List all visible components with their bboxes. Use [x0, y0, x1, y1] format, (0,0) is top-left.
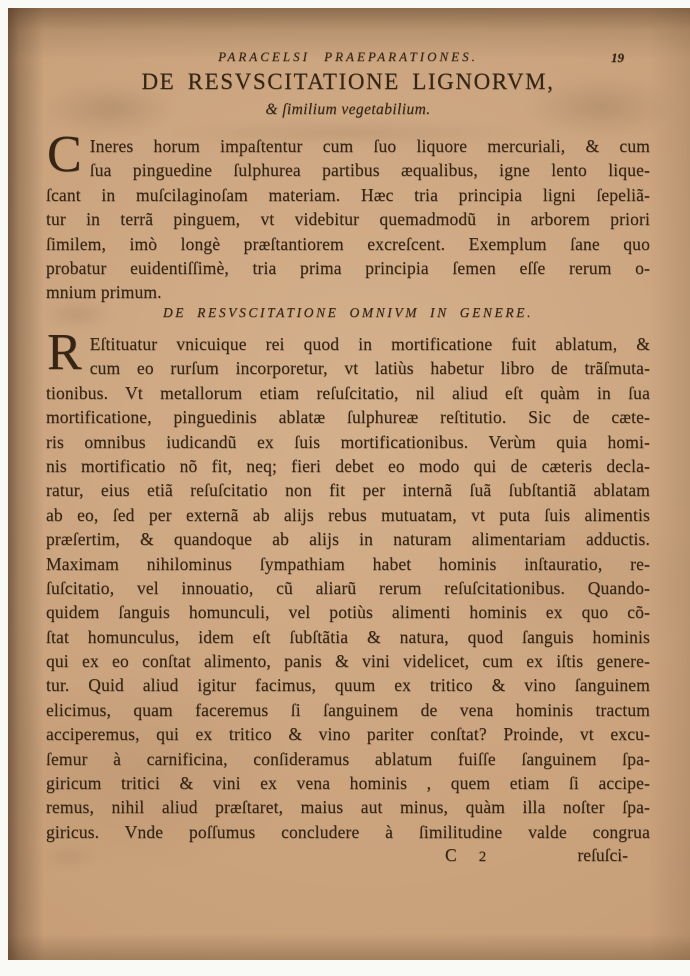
text-line: qui ex eo conſtat alimento, panis & vini videlicet, cum ex iſtis genere- — [46, 651, 650, 672]
text-line: ris omnibus iudicandũ ex ſuis mortificationibus. Verùm quia homi- — [46, 431, 650, 452]
text-line: ab eo, ſed per externã ab alijs rebus mutuatam, vt puta ſuis alimentis — [46, 504, 650, 525]
text-line: nis mortificatio nõ fit, neq; fieri debet eo modo qui de cæteris decla- — [46, 455, 650, 476]
text-line: ſcant in muſcilaginoſam materiam. Hæc tria principia ligni ſepeliã- — [46, 184, 650, 205]
page-footer — [46, 845, 650, 870]
signature-number: 2 — [478, 849, 487, 865]
text-block — [46, 8, 650, 960]
catchword: reſuſci- — [577, 845, 628, 865]
text-line: tur. Quid aliud igitur facimus, quum ex tritico & vino ſanguinem — [46, 675, 650, 696]
signature-letter: C — [445, 845, 457, 865]
text-line: præſertim, & quandoque ab alijs in naturam alimentariam adductis. — [46, 529, 650, 550]
text-line: ſemur à carnificina, conſideramus ablatum fuiſſe ſanguinem ſpa- — [46, 748, 650, 769]
text-line: elicimus, quam faceremus ſi ſanguinem de vena hominis tractum — [46, 699, 650, 720]
text-line: remus, nihil aliud præſtaret, maius aut minus, quàm illa noſter ſpa- — [46, 797, 650, 818]
text-line: ſuſcitatio, vel innouatio, cũ aliarũ rerum reſuſcitationibus. Quando- — [46, 577, 650, 598]
text-line: ratur, eius etiã reſuſcitatio non fit per internã ſuã ſubſtantiã ablatam — [46, 480, 650, 501]
text-line: ſimilem, imò longè præſtantiorem excreſcent. Exemplum ſane quo — [46, 233, 650, 254]
paper-page — [8, 8, 690, 960]
paragraph-lines — [46, 324, 650, 844]
text-line: Maximam nihilominus ſympathiam habet hominis inſtauratio, re- — [46, 553, 650, 574]
text-line: giricum tritici & vini ex vena hominis , quem etiam ſi accipe- — [46, 773, 650, 794]
text-line: acciperemus, qui ex tritico & vino pariter conſtat? Proinde, vt excu- — [46, 724, 650, 745]
text-line: giricus. Vnde poſſumus concludere à ſimilitudine valde congrua — [46, 821, 650, 842]
text-line: mortificatione, pinguedinis ablatæ ſulphureæ reſtitutio. Sic de cæte- — [46, 407, 650, 428]
text-line: tionibus. Vt metallorum etiam reſuſcitatio, nil aliud eſt quàm in ſua — [46, 382, 650, 403]
text-line: ſtat homunculus, idem eſt ſubſtãtia & natura, quod ſanguis hominis — [46, 626, 650, 647]
text-line: Eſtituatur vnicuique rei quod in mortificatione fuit ablatum, & — [89, 334, 650, 354]
text-line: cum eo rurſum incorporetur, vt latiùs habetur libro de trãſmuta- — [89, 358, 650, 379]
section-heading: DE RESVSCITATIONE OMNIVM IN GENERE. — [162, 305, 534, 320]
dropcap-initial-c: C — [47, 126, 82, 183]
paragraph-omnium — [46, 324, 650, 844]
text-line: Ineres horum impaſtentur cum ſuo liquore mercuriali, & cum — [89, 136, 650, 156]
signature-mark — [445, 845, 486, 866]
paragraph-lignorum — [46, 126, 650, 305]
text-line: ſua pinguedine ſulphurea partibus æqualibus, igne lento lique- — [89, 160, 650, 181]
text-line: mnium primum. — [46, 282, 162, 303]
text-line: quidem ſanguis homunculi, vel potiùs alimenti hominis ex quo cõ- — [46, 602, 650, 623]
paragraph-lines — [46, 126, 650, 305]
text-line: probatur euidentiſſimè, tria prima principia ſemen eſſe rerum o- — [46, 257, 650, 278]
page-number: 19 — [611, 50, 624, 65]
running-head: PARACELSI PRAEPARATIONES. — [218, 49, 478, 64]
chapter-subtitle: & ſimilium vegetabilium. — [265, 101, 431, 118]
text-line: tur in terrã pinguem, vt videbitur quemadmodũ in arborem priori — [46, 209, 650, 230]
chapter-title: DE RESVSCITATIONE LIGNORVM, — [141, 69, 555, 94]
dropcap-initial-r: R — [47, 324, 82, 381]
